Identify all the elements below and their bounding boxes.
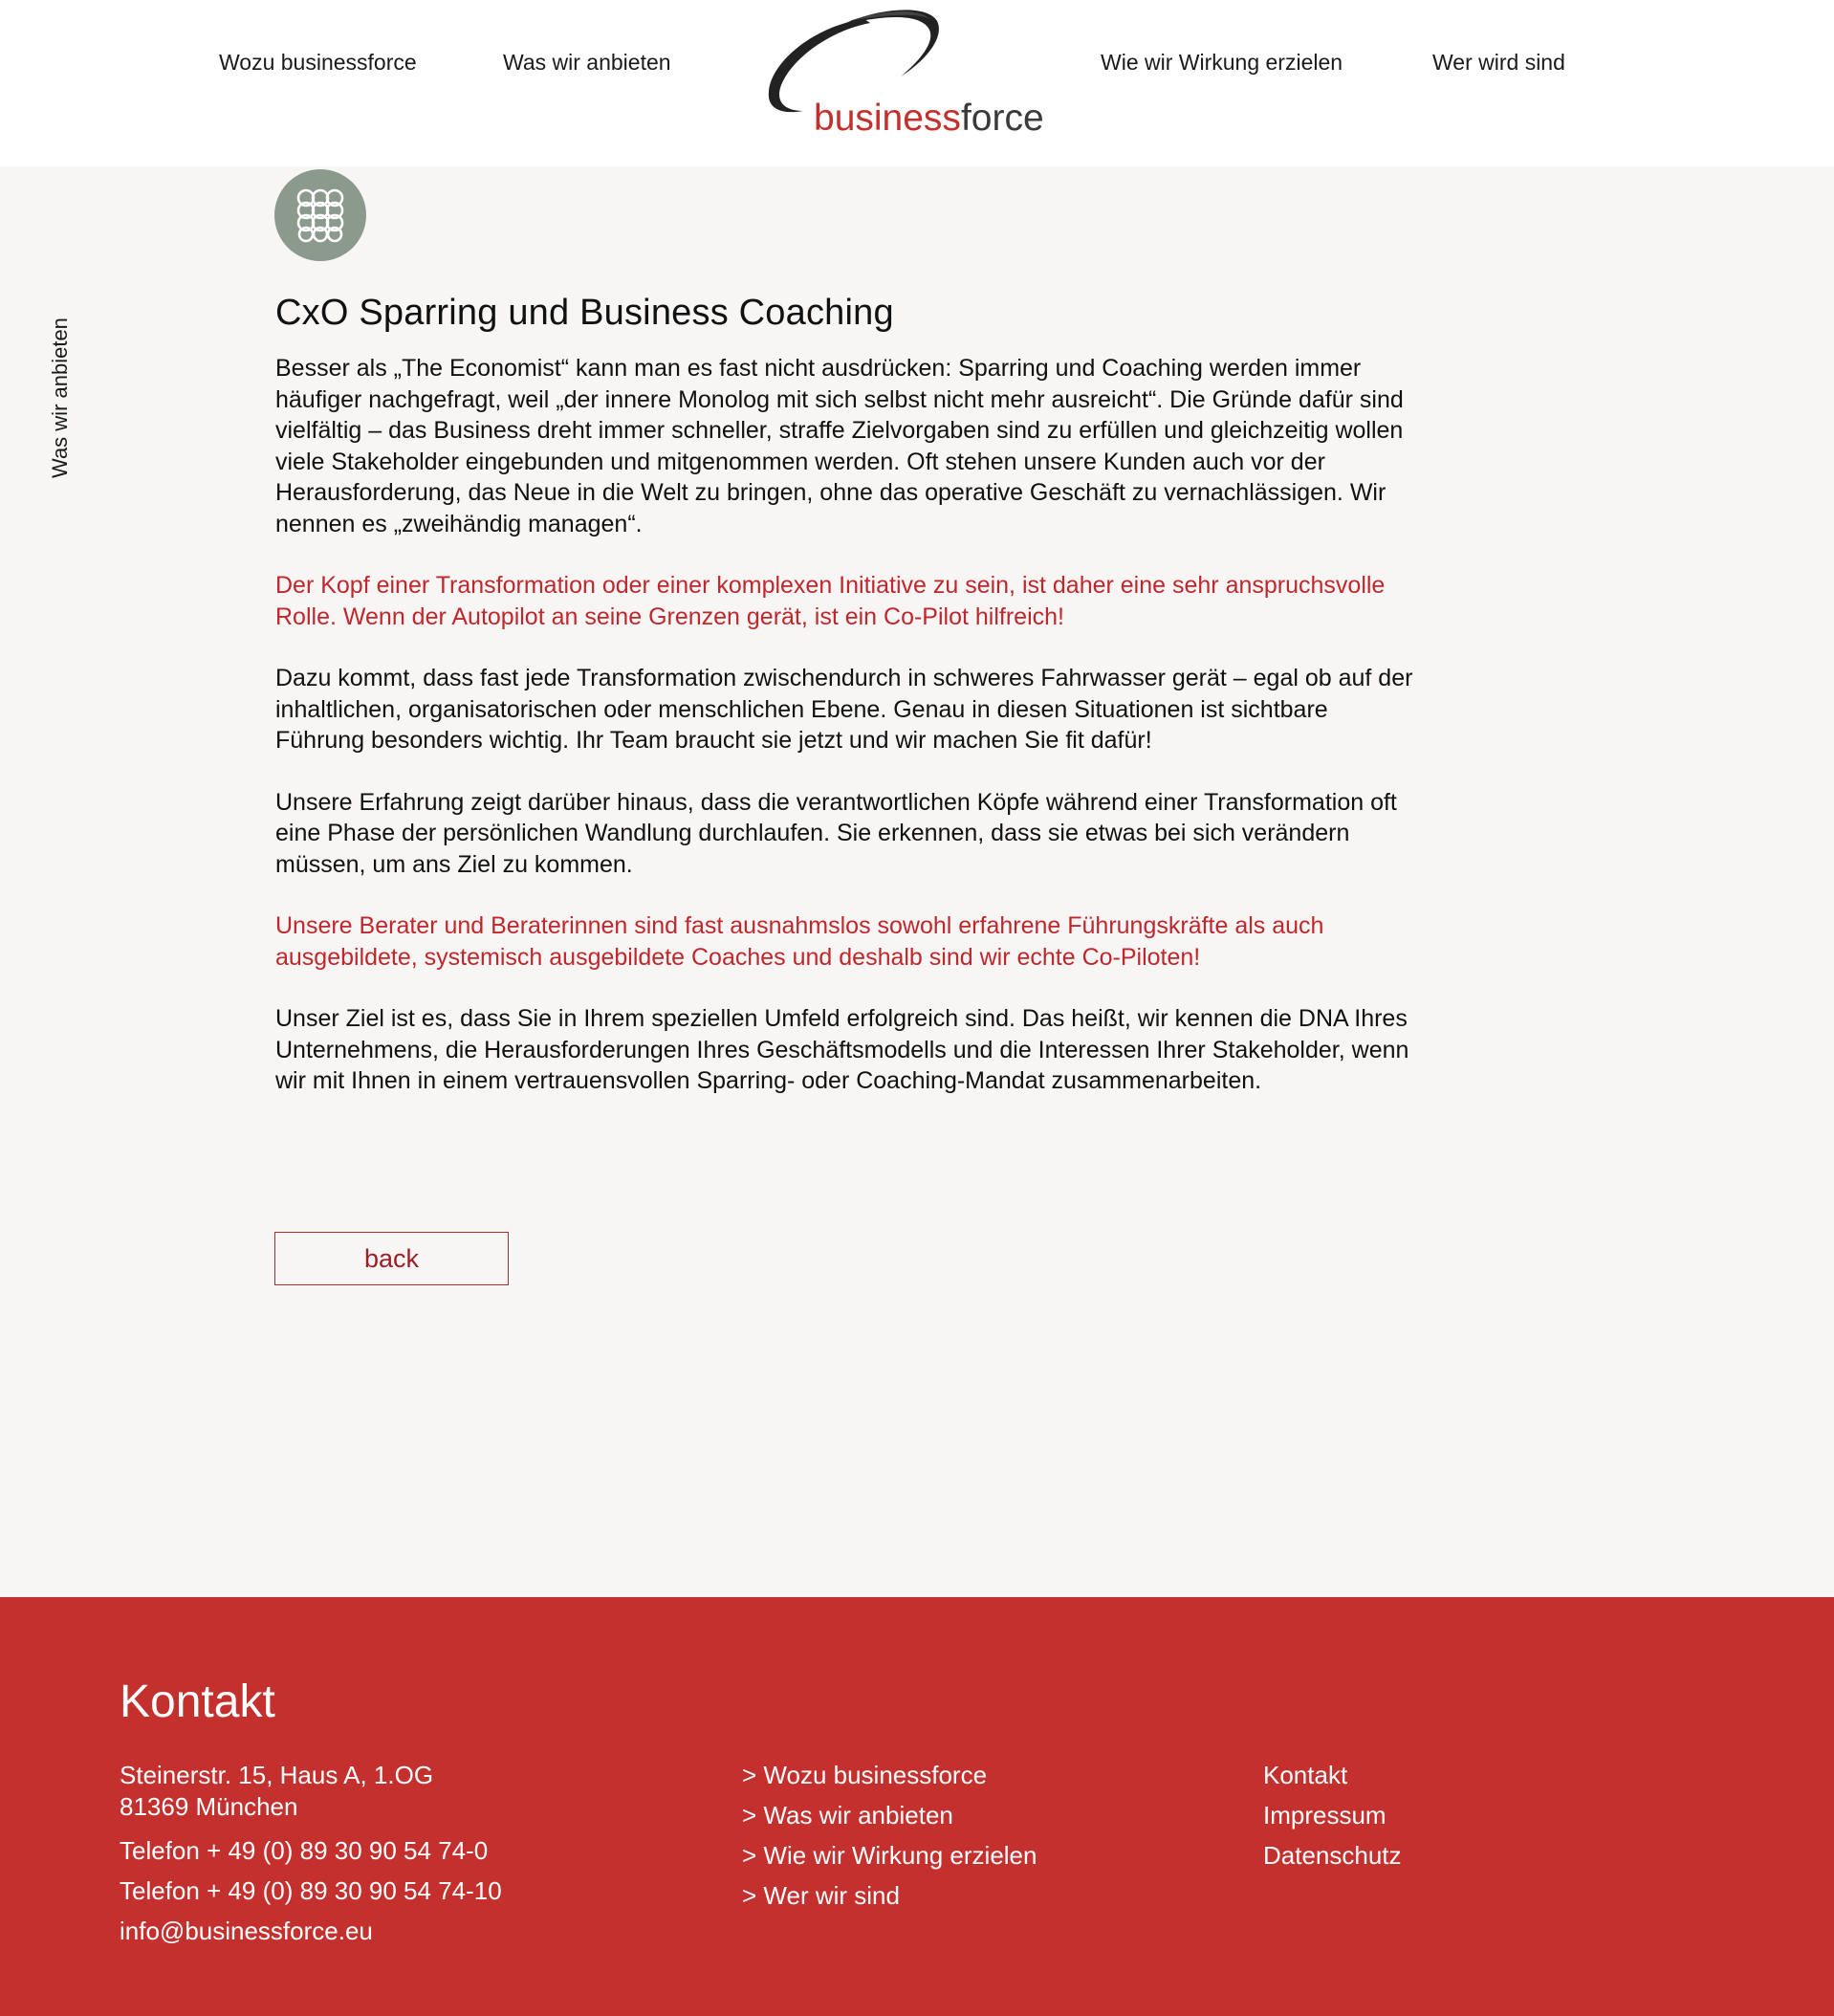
nav-link-wie-wir-wirkung-erzielen[interactable]: Wie wir Wirkung erzielen [1101, 50, 1343, 75]
page-title: CxO Sparring und Business Coaching [275, 293, 894, 333]
site-header [0, 0, 1834, 166]
article-content [275, 293, 1413, 1128]
paragraph-highlight-copilot: Der Kopf einer Transformation oder einer komplexen Initiative zu sein, ist daher eine sehr anspruchsvolle Rolle. Wenn der Autopilot an seine Grenzen gerät, ist ein Co-Pilot hilfreich! [275, 572, 1386, 630]
footer-link-kontakt[interactable]: Kontakt [1263, 1761, 1348, 1789]
footer-title: Kontakt [120, 1676, 275, 1727]
paragraph-wandlung: Unsere Erfahrung zeigt darüber hinaus, dass die verantwortlichen Köpfe während einer Transformation oft eine Phase der persönlichen Wandlung durchlaufen. Sie erkennen, dass sie etwas bei sich verändern müssen, um ans Ziel zu kommen. [275, 788, 1397, 878]
footer-nav-was-wir-anbieten[interactable]: > Was wir anbieten [742, 1801, 953, 1830]
footer-link-datenschutz[interactable]: Datenschutz [1263, 1841, 1402, 1870]
footer-nav-wer-wir-sind[interactable]: > Wer wir sind [742, 1881, 900, 1910]
logo-text: businessforce [814, 98, 1044, 139]
site-footer [0, 1597, 1834, 2016]
paragraph-highlight-berater: Unsere Berater und Beraterinnen sind fast ausnahmslos sowohl erfahrene Führungskräfte als auch ausgebildete, systemisch ausgebildete Coaches und deshalb sind wir echte Co-Piloten! [275, 912, 1324, 971]
paragraph-fahrwasser: Dazu kommt, dass fast jede Transformation zwischendurch in schweres Fahrwasser gerät – egal ob auf der inhaltlichen, organisatorischen oder menschlichen Ebene. Genau in diesen Situationen ist sichtbare Führung besonders wichtig. Ihr Team braucht sie jetzt und wir machen Sie fit dafür! [275, 665, 1413, 754]
nav-link-was-wir-anbieten[interactable]: Was wir anbieten [503, 50, 671, 75]
section-side-label: Was wir anbieten [48, 318, 72, 478]
paragraph-ziel: Unser Ziel ist es, dass Sie in Ihrem speziellen Umfeld erfolgreich sind. Das heißt, wir kennen die DNA Ihres Unternehmens, die Herausforderungen Ihres Geschäftsmodells und die Interessen Ihrer Stakeholder, wenn wir mit Ihnen in einem vertrauensvollen Sparring- oder Coaching-Mandat zusammenarbeiten. [275, 1005, 1409, 1094]
interlocking-rings-icon [290, 185, 351, 246]
address-city: 81369 München [120, 1792, 298, 1821]
footer-nav [742, 1760, 1037, 1920]
footer-nav-wie-wir-wirkung-erzielen[interactable]: > Wie wir Wirkung erzielen [742, 1841, 1037, 1870]
footer-address [120, 1760, 433, 1823]
paragraph-intro: Besser als „The Economist“ kann man es fast nicht ausdrücken: Sparring und Coaching werden immer häufiger nachgefragt, weil „der innere Monolog mit sich selbst nicht mehr ausreicht“. Die Gründe dafür sind vielfältig – das Business dreht immer schneller, straffe Zielvorgaben sind zu erfüllen und gleichzeitig wollen viele Stakeholder eingebunden und mitgenommen werden. Oft stehen unsere Kunden auch vor der Herausforderung, das Neue in die Welt zu bringen, ohne das operative Geschäft zu vernachlässigen. Wir nennen es „zweihändig managen“. [275, 355, 1404, 537]
nav-link-wozu-businessforce[interactable]: Wozu businessforce [219, 50, 417, 75]
logo-graphic [750, 4, 1044, 139]
businessforce-logo[interactable] [750, 4, 1044, 139]
footer-fax: Telefon + 49 (0) 89 30 90 54 74-10 [120, 1876, 502, 1905]
footer-phone: Telefon + 49 (0) 89 30 90 54 74-0 [120, 1836, 489, 1865]
footer-nav-wozu-businessforce[interactable]: > Wozu businessforce [742, 1761, 988, 1789]
footer-link-impressum[interactable]: Impressum [1263, 1801, 1386, 1830]
footer-legal-links [1263, 1760, 1402, 1880]
address-street: Steinerstr. 15, Haus A, 1.OG [120, 1761, 434, 1789]
footer-email-link[interactable]: info@businessforce.eu [120, 1917, 373, 1945]
coaching-topic-icon [274, 169, 366, 261]
nav-link-wer-wir-sind[interactable]: Wer wird sind [1432, 50, 1565, 75]
back-button[interactable]: back [274, 1232, 509, 1285]
